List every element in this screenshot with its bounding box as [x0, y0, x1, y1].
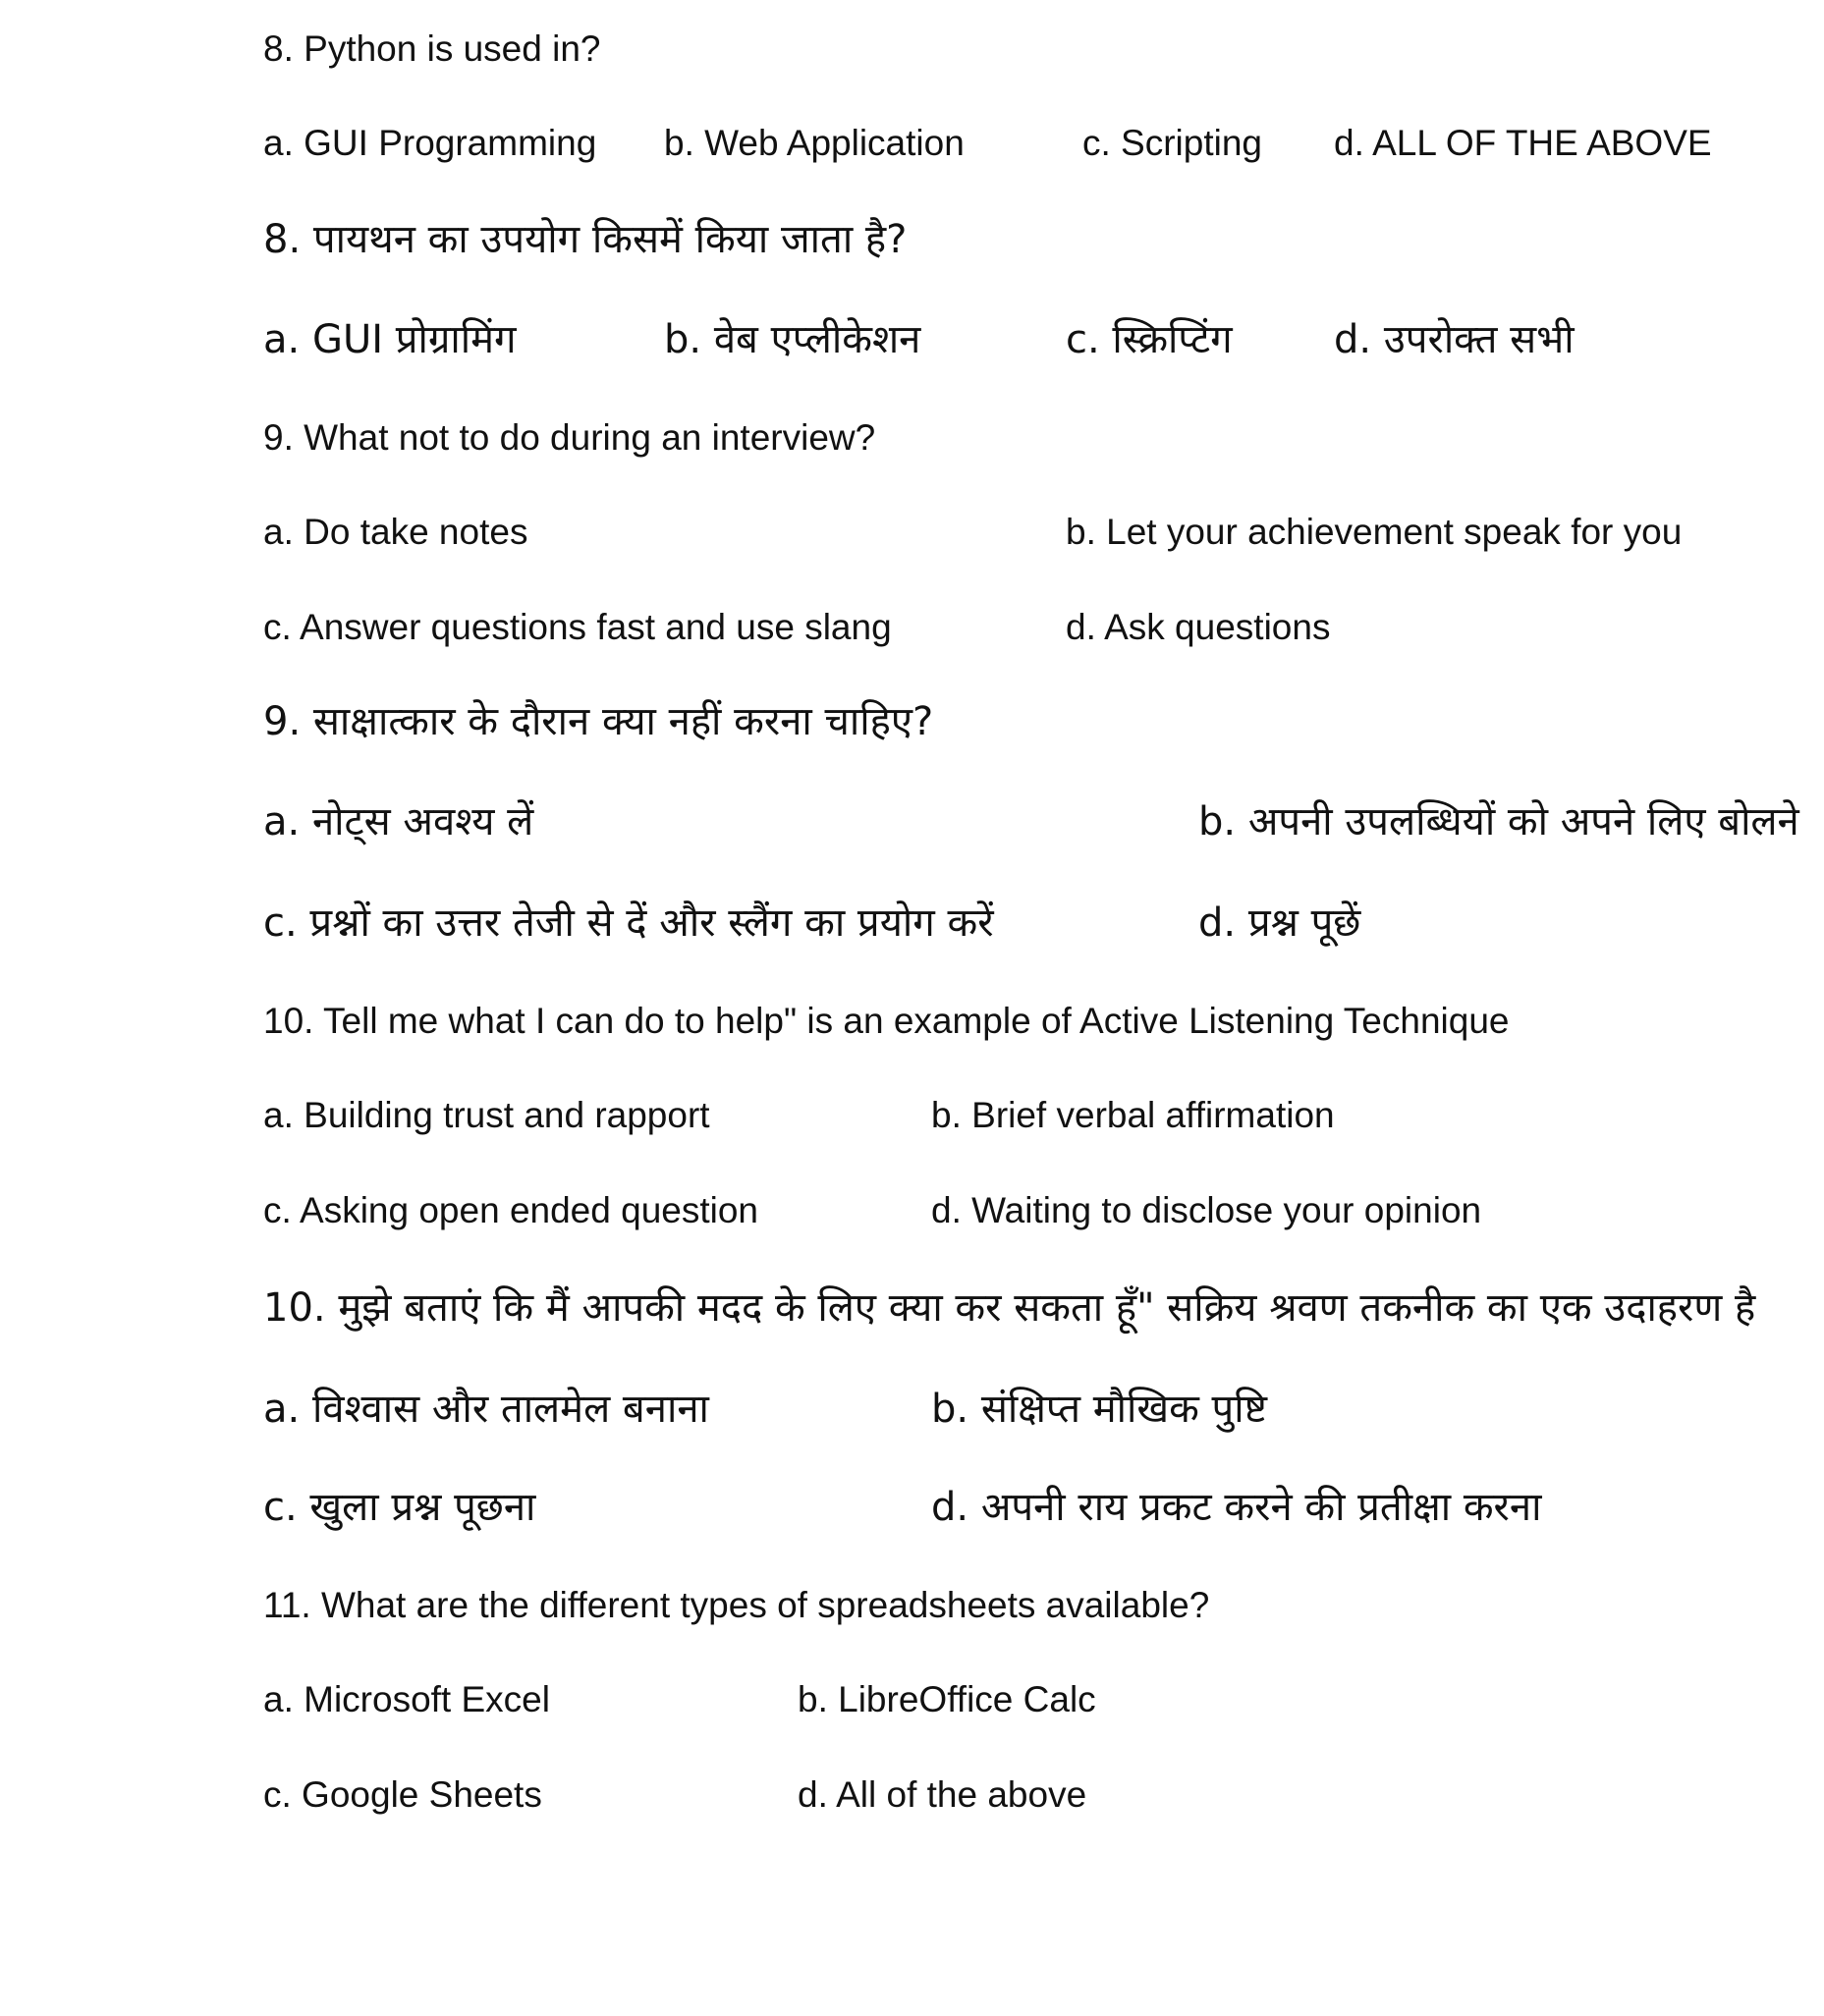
q9-en-option-b: b. Let your achievement speak for you: [1066, 512, 1683, 552]
q10-en-option-a: a. Building trust and rapport: [263, 1095, 710, 1135]
q8-en-option-a: a. GUI Programming: [263, 123, 597, 163]
q9-en-option-a: a. Do take notes: [263, 512, 528, 552]
question-10-hi: 10. मुझे बताएं कि मैं आपकी मदद के लिए क्या कर सकता हूँ" सक्रिय श्रवण तकनीक का एक उदाहरण है: [263, 1285, 1756, 1331]
q9-en-option-c: c. Answer questions fast and use slang: [263, 607, 892, 647]
q9-en-option-d: d. Ask questions: [1066, 607, 1331, 647]
question-9-en: 9. What not to do during an interview?: [263, 417, 876, 458]
question-11-en: 11. What are the different types of spreadsheets available?: [263, 1585, 1210, 1625]
q8-hi-option-d: d. उपरोक्त सभी: [1334, 317, 1575, 362]
q8-en-option-d: d. ALL OF THE ABOVE: [1334, 123, 1712, 163]
q10-hi-option-d: d. अपनी राय प्रकट करने की प्रतीक्षा करना: [931, 1485, 1542, 1530]
q8-en-option-c: c. Scripting: [1082, 123, 1263, 163]
question-9-hi: 9. साक्षात्कार के दौरान क्या नहीं करना चाहिए?: [263, 699, 934, 744]
question-8-hi: 8. पायथन का उपयोग किसमें किया जाता है?: [263, 217, 908, 262]
q11-option-d: d. All of the above: [798, 1774, 1087, 1815]
q11-option-b: b. LibreOffice Calc: [798, 1679, 1096, 1719]
q9-hi-option-a: a. नोट्स अवश्य लें: [263, 799, 534, 845]
q8-hi-option-b: b. वेब एप्लीकेशन: [664, 317, 921, 362]
q10-en-option-c: c. Asking open ended question: [263, 1190, 758, 1230]
q9-hi-option-d: d. प्रश्न पूछें: [1198, 900, 1361, 946]
q8-hi-option-a: a. GUI प्रोग्रामिंग: [263, 317, 517, 362]
question-10-en: 10. Tell me what I can do to help" is an example of Active Listening Technique: [263, 1001, 1510, 1041]
q10-hi-option-a: a. विश्वास और तालमेल बनाना: [263, 1387, 709, 1432]
q10-en-option-d: d. Waiting to disclose your opinion: [931, 1190, 1482, 1230]
q11-option-a: a. Microsoft Excel: [263, 1679, 550, 1719]
q10-hi-option-c: c. खुला प्रश्न पूछना: [263, 1485, 536, 1530]
q8-en-option-b: b. Web Application: [664, 123, 965, 163]
q9-hi-option-c: c. प्रश्नों का उत्तर तेजी से दें और स्लैंग का प्रयोग करें: [263, 900, 994, 946]
q10-en-option-b: b. Brief verbal affirmation: [931, 1095, 1335, 1135]
q11-option-c: c. Google Sheets: [263, 1774, 542, 1815]
q8-hi-option-c: c. स्क्रिप्टिंग: [1066, 317, 1233, 362]
question-8-en: 8. Python is used in?: [263, 28, 601, 69]
q9-hi-option-b: b. अपनी उपलब्धियों को अपने लिए बोलने: [1198, 799, 1799, 845]
q10-hi-option-b: b. संक्षिप्त मौखिक पुष्टि: [931, 1387, 1267, 1432]
